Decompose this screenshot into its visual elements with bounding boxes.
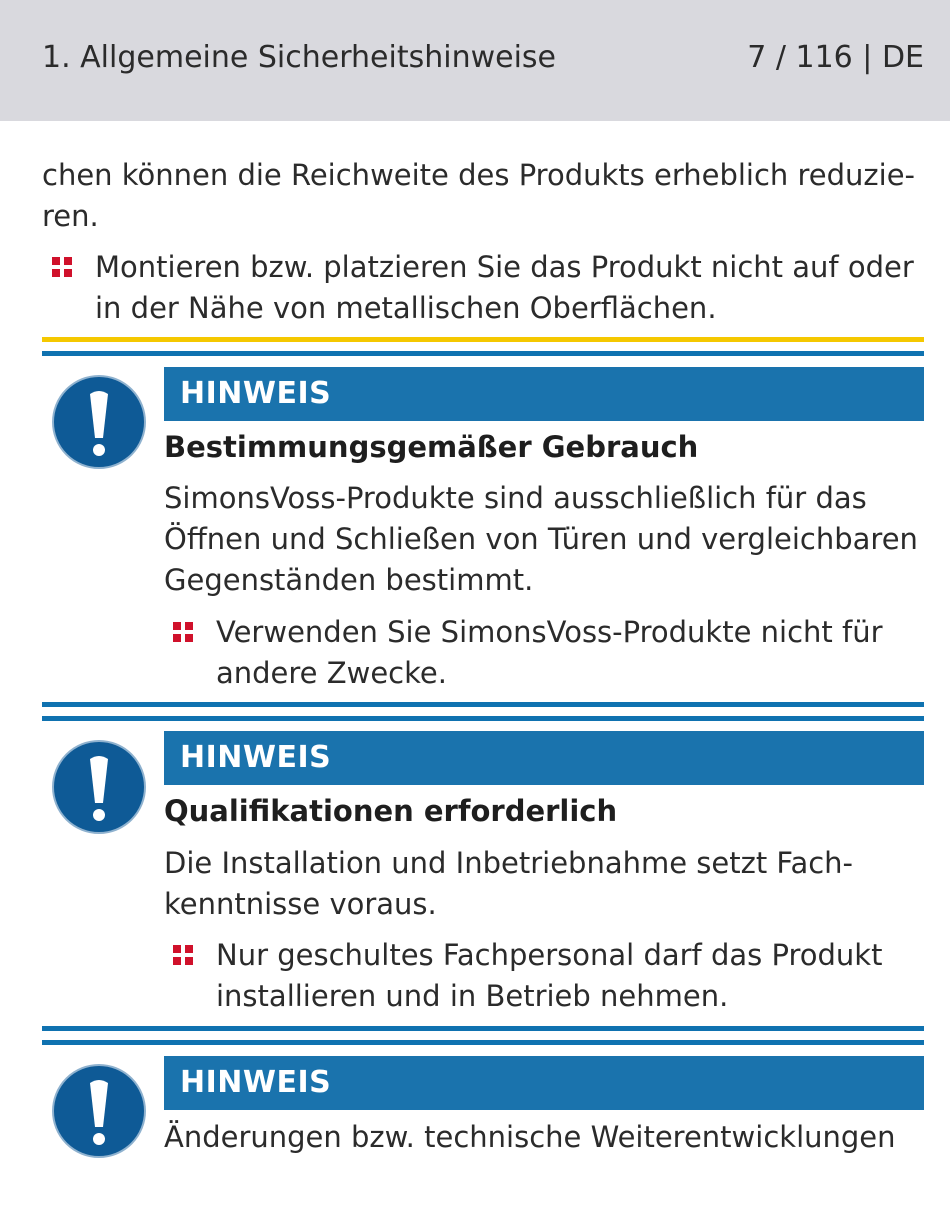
exclamation-icon xyxy=(51,739,147,835)
note-body-line: Die Installation und Inbetriebnahme setzt Fach- xyxy=(164,846,854,880)
note-body-line: Gegenständen bestimmt. xyxy=(164,563,534,597)
warning-divider xyxy=(42,337,924,342)
bullet-icon xyxy=(52,257,72,277)
note-body-line: Änderungen bzw. technische Weiterentwicklungen xyxy=(164,1120,896,1154)
note-title: Bestimmungsgemäßer Gebrauch xyxy=(164,430,699,464)
note-bullet-line: Verwenden Sie SimonsVoss-Produkte nicht für xyxy=(216,615,883,649)
note-divider xyxy=(42,1040,924,1045)
note-label: HINWEIS xyxy=(164,367,924,421)
intro-line-2: ren. xyxy=(42,199,99,233)
bullet-icon xyxy=(173,945,193,965)
exclamation-icon xyxy=(51,1063,147,1159)
exclamation-icon xyxy=(51,374,147,470)
note-bullet-line: installieren und in Betrieb nehmen. xyxy=(216,979,729,1013)
note-divider xyxy=(42,716,924,721)
note-bullet-line: Nur geschultes Fachpersonal darf das Produkt xyxy=(216,938,883,972)
note-body-line: SimonsVoss-Produkte sind ausschließlich für das xyxy=(164,481,867,515)
intro-bullet-line-1: Montieren bzw. platzieren Sie das Produkt nicht auf oder xyxy=(95,250,914,284)
note-body-line: kenntnisse voraus. xyxy=(164,887,437,921)
note-bullet-line: andere Zwecke. xyxy=(216,656,447,690)
page-header xyxy=(0,0,950,121)
section-title: 1. Allgemeine Sicherheitshinweise xyxy=(42,40,556,75)
note-title: Qualifikationen erforderlich xyxy=(164,794,618,828)
note-label: HINWEIS xyxy=(164,1056,924,1110)
note-divider xyxy=(42,702,924,707)
intro-bullet-line-2: in der Nähe von metallischen Oberflächen. xyxy=(95,291,717,325)
note-divider xyxy=(42,1026,924,1031)
note-body-line: Öffnen und Schließen von Türen und vergleichbaren xyxy=(164,522,918,556)
note-label: HINWEIS xyxy=(164,731,924,785)
intro-line-1: chen können die Reichweite des Produkts erheblich reduzie- xyxy=(42,158,916,192)
bullet-icon xyxy=(173,622,193,642)
page-number: 7 / 116 | DE xyxy=(747,40,924,75)
note-divider xyxy=(42,351,924,356)
